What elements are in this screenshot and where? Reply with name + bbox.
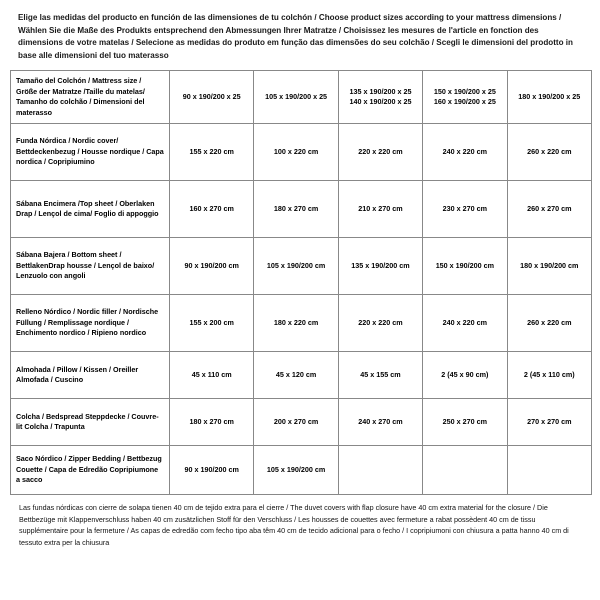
cell-top-sheet-1: 160 x 270 cm — [170, 181, 254, 238]
cell-bottom-sheet-1: 90 x 190/200 cm — [170, 238, 254, 295]
row-label-zipper-bedding: Saco Nórdico / Zipper Bedding / Bettbezug Couette / Capa de Edredão Copripiumone a sacco — [11, 446, 170, 495]
header-column-3: 135 x 190/200 x 25 140 x 190/200 x 25 — [338, 71, 422, 124]
header-mattress-size-label: Tamaño del Colchón / Mattress size / Größe der Matratze /Taille du matelas/ Tamanho do colchão / Dimensioni del materasso — [11, 71, 170, 124]
cell-duvet-filler-5: 260 x 220 cm — [507, 295, 591, 352]
cell-duvet-filler-3: 220 x 220 cm — [338, 295, 422, 352]
table-header-row — [11, 71, 592, 124]
cell-duvet-cover-3: 220 x 220 cm — [338, 124, 422, 181]
cell-bedspread-4: 250 x 270 cm — [423, 399, 507, 446]
header-column-2: 105 x 190/200 x 25 — [254, 71, 338, 124]
row-label-bedspread: Colcha / Bedspread Steppdecke / Couvre-lit Colcha / Trapunta — [11, 399, 170, 446]
cell-top-sheet-4: 230 x 270 cm — [423, 181, 507, 238]
table-row — [11, 181, 592, 238]
cell-pillow-4: 2 (45 x 90 cm) — [423, 352, 507, 399]
row-label-pillow: Almohada / Pillow / Kissen / Oreiller Almofada / Cuscino — [11, 352, 170, 399]
table-row — [11, 399, 592, 446]
cell-duvet-cover-1: 155 x 220 cm — [170, 124, 254, 181]
cell-zipper-bedding-3 — [338, 446, 422, 495]
cell-bottom-sheet-4: 150 x 190/200 cm — [423, 238, 507, 295]
cell-pillow-1: 45 x 110 cm — [170, 352, 254, 399]
cell-zipper-bedding-4 — [423, 446, 507, 495]
table-row — [11, 295, 592, 352]
cell-duvet-filler-4: 240 x 220 cm — [423, 295, 507, 352]
cell-pillow-3: 45 x 155 cm — [338, 352, 422, 399]
header-column-5: 180 x 190/200 x 25 — [507, 71, 591, 124]
header-column-1: 90 x 190/200 x 25 — [170, 71, 254, 124]
cell-pillow-5: 2 (45 x 110 cm) — [507, 352, 591, 399]
cell-pillow-2: 45 x 120 cm — [254, 352, 338, 399]
cell-bottom-sheet-5: 180 x 190/200 cm — [507, 238, 591, 295]
intro-paragraph: Elige las medidas del producto en función de las dimensiones de tu colchón / Choose product sizes according to your mattress dimensions / Wählen Sie die Maße des Produkts entsprechend den Abmessungen Ihrer Matratze / Choisissez les mesures de l'article en fonction des dimensions de votre matelas / Selecione as medidas do produto em função das dimensões do seu colchão / Scegli le dimensioni del prodotto in base alle dimensioni del tuo materasso — [18, 13, 573, 60]
table-row — [11, 238, 592, 295]
cell-zipper-bedding-2: 105 x 190/200 cm — [254, 446, 338, 495]
cell-duvet-filler-2: 180 x 220 cm — [254, 295, 338, 352]
row-label-top-sheet: Sábana Encimera /Top sheet / Oberlaken Drap / Lençol de cima/ Foglio di appoggio — [11, 181, 170, 238]
table-row — [11, 124, 592, 181]
table-row — [11, 446, 592, 495]
row-label-duvet-cover: Funda Nórdica / Nordic cover/ Bettdeckenbezug / Housse nordique / Capa nordica / Copripiumino — [11, 124, 170, 181]
header-column-4: 150 x 190/200 x 25 160 x 190/200 x 25 — [423, 71, 507, 124]
row-label-bottom-sheet: Sábana Bajera / Bottom sheet / BettlakenDrap housse / Lençol de baixo/ Lenzuolo con angoli — [11, 238, 170, 295]
cell-bottom-sheet-3: 135 x 190/200 cm — [338, 238, 422, 295]
cell-bedspread-3: 240 x 270 cm — [338, 399, 422, 446]
cell-duvet-cover-4: 240 x 220 cm — [423, 124, 507, 181]
cell-duvet-cover-2: 100 x 220 cm — [254, 124, 338, 181]
cell-duvet-cover-5: 260 x 220 cm — [507, 124, 591, 181]
cell-zipper-bedding-1: 90 x 190/200 cm — [170, 446, 254, 495]
footnote-text: Las fundas nórdicas con cierre de solapa tienen 40 cm de tejido extra para el cierre / The duvet covers with flap closure have 40 cm extra material for the closure / Die Bettbezüge mit Klappenverschluss haben 40 cm zusätzlichen Stoff für den Verschluss / Les housses de couettes avec fermeture a rabat possèdent 40 cm de tissu supplémentaire pour la fermeture / As capas de edredão com fecho tipo aba têm 40 cm de tecido adicional para o fecho / I copripiumoni con chiusura a patta hanno 40 cm di tessuto extra per la chiusura — [19, 503, 569, 547]
row-label-duvet-filler: Relleno Nórdico / Nordic filler / Nordische Füllung / Remplissage nordique / Enchimento nordico / Ripieno nordico — [11, 295, 170, 352]
cell-bedspread-2: 200 x 270 cm — [254, 399, 338, 446]
table-row — [11, 352, 592, 399]
cell-top-sheet-5: 260 x 270 cm — [507, 181, 591, 238]
cell-top-sheet-2: 180 x 270 cm — [254, 181, 338, 238]
size-guide-table — [10, 70, 592, 495]
cell-zipper-bedding-5 — [507, 446, 591, 495]
cell-bedspread-5: 270 x 270 cm — [507, 399, 591, 446]
cell-top-sheet-3: 210 x 270 cm — [338, 181, 422, 238]
cell-duvet-filler-1: 155 x 200 cm — [170, 295, 254, 352]
cell-bedspread-1: 180 x 270 cm — [170, 399, 254, 446]
cell-bottom-sheet-2: 105 x 190/200 cm — [254, 238, 338, 295]
